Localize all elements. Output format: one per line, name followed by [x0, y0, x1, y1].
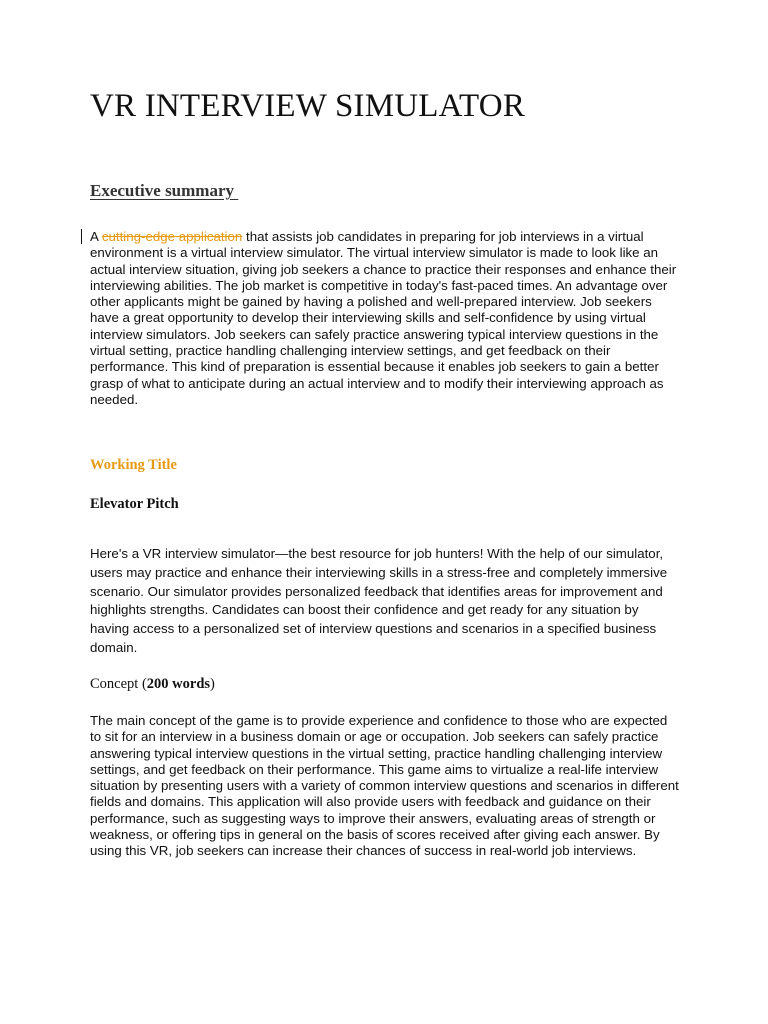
- text-cursor: [81, 229, 82, 244]
- concept-heading-close: ): [210, 676, 215, 692]
- executive-summary-lead: A: [90, 229, 102, 244]
- tracked-deletion[interactable]: cutting-edge application: [101, 229, 243, 244]
- executive-summary-paragraph[interactable]: [90, 229, 680, 408]
- document-title: VR INTERVIEW SIMULATOR: [90, 88, 526, 124]
- executive-summary-text: that assists job candidates in preparing for job interviews in a virtual environment is a virtual interview simulator. The virtual interview simulator is made to look like an actual interview situation, giving job seekers a chance to practice their responses and enhance their interviewing abilities. The job market is competitive in today's fast-paced times. An advantage over other applicants might be gained by having a polished and well-prepared interview. Job seekers have a great opportunity to develop their interviewing skills and self-confidence by using virtual interview simulators. Job seekers can safely practice answering typical interview questions in the virtual setting, practice handling challenging interview settings, and get feedback on their performance. This kind of preparation is essential because it enables job seekers to gain a better grasp of what to anticipate during an actual interview and to modify their interviewing approach as needed.: [90, 229, 677, 407]
- concept-heading-open: Concept (: [90, 676, 147, 692]
- concept-heading-word-count: 200 words: [146, 676, 211, 692]
- elevator-pitch-paragraph[interactable]: Here's a VR interview simulator—the best resource for job hunters! With the help of our simulator, users may practice and enhance their interviewing skills in a stress-free and completely immersive scenario. Our simulator provides personalized feedback that identifies areas for improvement and highlights strengths. Candidates can boost their confidence and get ready for any situation by having access to a personalized set of interview questions and scenarios in a specified business domain.: [90, 546, 668, 655]
- working-title-heading: Working Title: [90, 457, 177, 473]
- executive-summary-heading: Executive summary: [90, 181, 239, 200]
- concept-paragraph[interactable]: The main concept of the game is to provide experience and confidence to those who are expected to sit for an interview in a business domain or age or occupation. Job seekers can safely practice answering typical interview questions in the virtual setting, practice handling challenging interview settings, and get feedback on their performance. This game aims to virtualize a real-life interview situation by presenting users with a variety of common interview questions and scenarios in different fields and domains. This application will also provide users with feedback and guidance on their performance, such as suggesting ways to improve their answers, evaluating areas of strength or weakness, or offering tips in general on the basis of scores received after giving each answer. By using this VR, job seekers can increase their chances of success in real-world job interviews.: [90, 713, 679, 859]
- concept-heading: [90, 676, 215, 693]
- elevator-pitch-heading: Elevator Pitch: [90, 496, 179, 512]
